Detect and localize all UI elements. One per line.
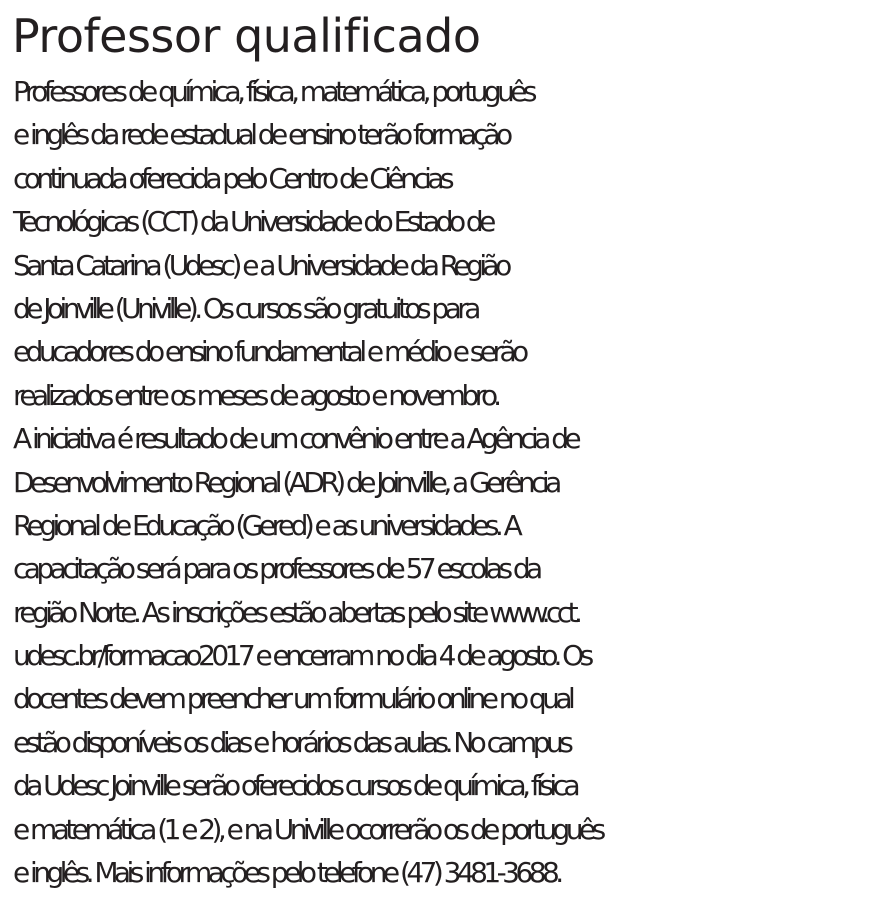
article-body [13, 70, 891, 894]
article-line: e matemática (1 e 2), e na Univille ocorrerão os de português [13, 812, 602, 846]
article-title: Professor qualificado [12, 9, 481, 63]
article-line: e inglês. Mais informações pelo telefone (47) 3481-3688. [13, 856, 560, 890]
article-line: A iniciativa é resultado de um convênio entre a Agência de [13, 422, 578, 456]
article-line: Tecnológicas (CCT) da Universidade do Estado de [13, 205, 492, 239]
article-line: Regional de Educação (Gered) e as universidades. A [13, 508, 519, 542]
article-line: continuada oferecida pelo Centro de Ciências [13, 161, 451, 195]
article-line: estão disponíveis os dias e horários das aulas. No campus [13, 725, 570, 759]
article-line: udesc.br/formacao2017 e encerram no dia 4 de agosto. Os [13, 639, 590, 673]
article-line: Desenvolvimento Regional (ADR) de Joinville, a Gerência [13, 465, 558, 499]
article-line: capacitação será para os professores de 57 escolas da [13, 552, 539, 586]
article-line: da Udesc Joinville serão oferecidos cursos de química, física [13, 769, 577, 803]
article-line: docentes devem preencher um formulário online no qual [13, 682, 572, 716]
article-line: de Joinville (Univille). Os cursos são gratuitos para [13, 291, 477, 325]
article-line: região Norte. As inscrições estão abertas pelo site www.cct. [13, 595, 579, 629]
article-line: realizados entre os meses de agosto e novembro. [13, 378, 498, 412]
article-line: e inglês da rede estadual de ensino terão formação [13, 118, 509, 152]
article-line: Santa Catarina (Udesc) e a Universidade da Região [13, 248, 508, 282]
article-line: educadores do ensino fundamental e médio e serão [13, 335, 525, 369]
article-line: Professores de química, física, matemática, português [13, 75, 533, 108]
